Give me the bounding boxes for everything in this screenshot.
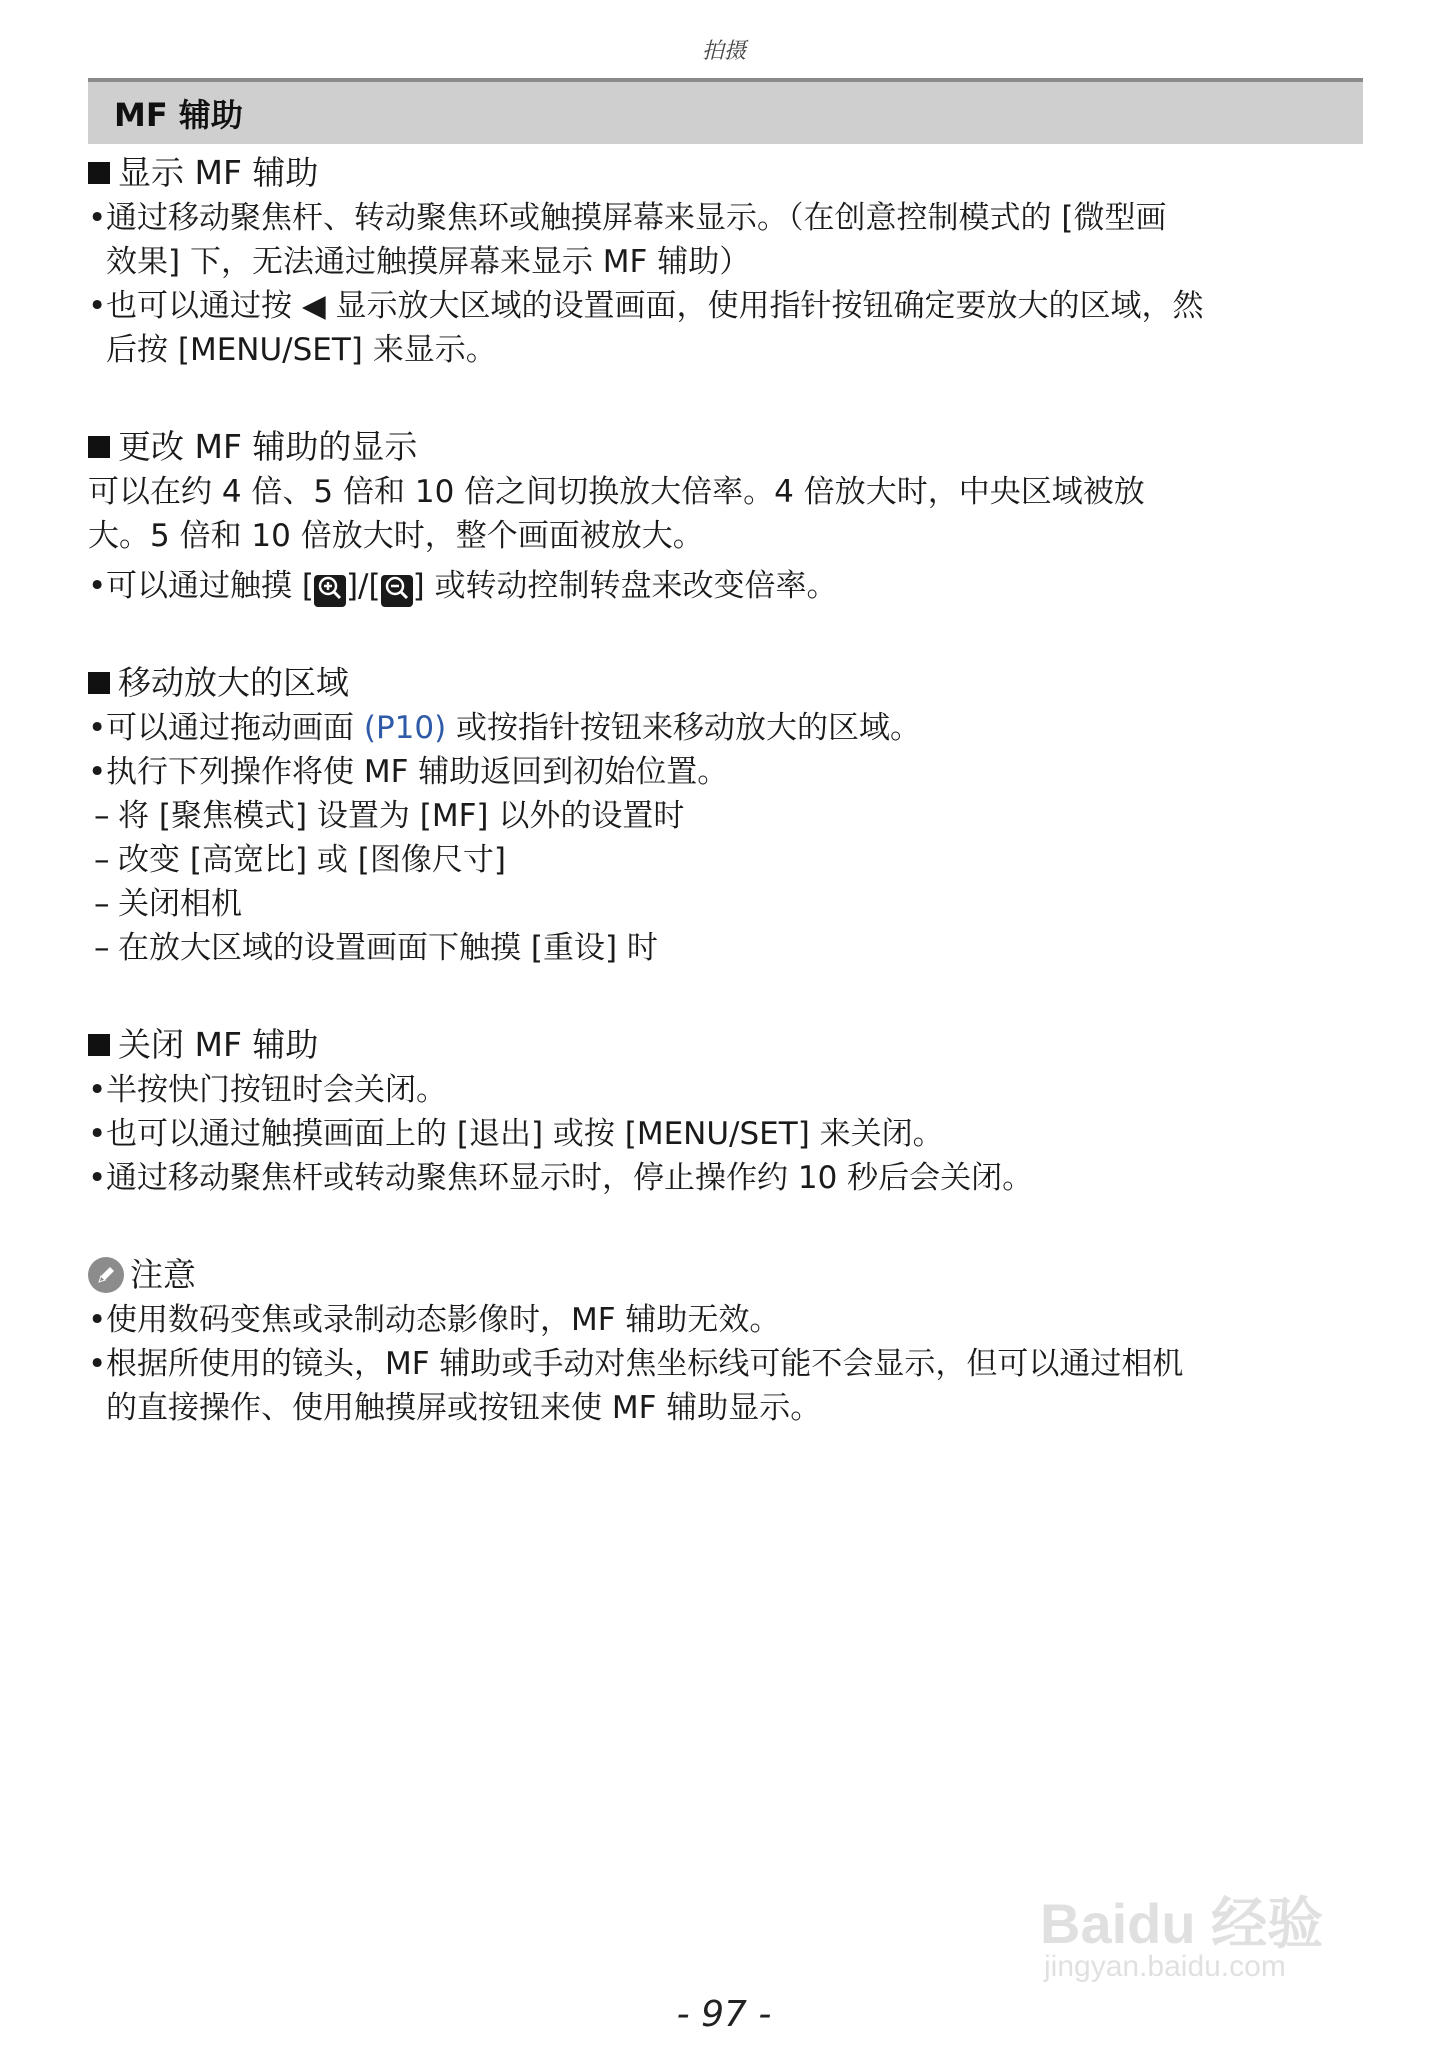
heading-text: 注意 bbox=[130, 1255, 196, 1294]
bullet-item: • 通过移动聚焦杆或转动聚焦环显示时，停止操作约 10 秒后会关闭。 bbox=[88, 1156, 1363, 1200]
dash-item: – 关闭相机 bbox=[88, 882, 1363, 926]
bullet-text: ]/[ bbox=[345, 568, 381, 604]
dash-item: – 在放大区域的设置画面下触摸 [重设] 时 bbox=[88, 926, 1363, 970]
bullet-text: 或按指针按钮来移动放大的区域。 bbox=[446, 710, 922, 746]
bullet-item bbox=[88, 706, 1363, 750]
paragraph bbox=[88, 470, 1363, 558]
section-heading-close bbox=[88, 1022, 1363, 1068]
bullet-text: ] 或转动控制转盘来改变倍率。 bbox=[412, 568, 838, 604]
zoom-out-icon bbox=[381, 575, 413, 607]
bullet-line: 根据所使用的镜头，MF 辅助或手动对焦坐标线可能不会显示，但可以通过相机 bbox=[106, 1346, 1184, 1382]
watermark-url: jingyan.baidu.com bbox=[1044, 1950, 1286, 1983]
banner-title: MF 辅助 bbox=[114, 96, 243, 134]
square-bullet-icon bbox=[88, 1034, 110, 1056]
watermark-logo: Baidu 经验 bbox=[1040, 1892, 1324, 1955]
bullet-item: • 使用数码变焦或录制动态影像时，MF 辅助无效。 bbox=[88, 1298, 1363, 1342]
bullet-item bbox=[88, 284, 1363, 372]
heading-text: 显示 MF 辅助 bbox=[118, 153, 319, 192]
bullet-line: 的直接操作、使用触摸屏或按钮来使 MF 辅助显示。 bbox=[106, 1390, 822, 1426]
bullet-line: 也可以通过按 ◀ 显示放大区域的设置画面，使用指针按钮确定要放大的区域，然 bbox=[106, 288, 1204, 324]
section-heading-move bbox=[88, 660, 1363, 706]
square-bullet-icon bbox=[88, 672, 110, 694]
bullet-item: • 也可以通过触摸画面上的 [退出] 或按 [MENU/SET] 来关闭。 bbox=[88, 1112, 1363, 1156]
heading-text: 移动放大的区域 bbox=[118, 663, 349, 702]
paragraph-line: 可以在约 4 倍、5 倍和 10 倍之间切换放大倍率。4 倍放大时，中央区域被放 bbox=[88, 474, 1145, 510]
bullet-line: 通过移动聚焦杆、转动聚焦环或触摸屏幕来显示。（在创意控制模式的 [微型画 bbox=[106, 200, 1167, 236]
square-bullet-icon bbox=[88, 436, 110, 458]
section-banner bbox=[88, 82, 1363, 144]
bullet-line: 后按 [MENU/SET] 来显示。 bbox=[106, 332, 497, 368]
pencil-note-icon bbox=[88, 1257, 124, 1293]
section-heading-show bbox=[88, 150, 1363, 196]
dash-item: – 将 [聚焦模式] 设置为 [MF] 以外的设置时 bbox=[88, 794, 1363, 838]
bullet-item bbox=[88, 750, 1363, 794]
square-bullet-icon bbox=[88, 162, 110, 184]
bullet-text: 可以通过拖动画面 bbox=[106, 710, 364, 746]
paragraph-line: 大。5 倍和 10 倍放大时，整个画面被放大。 bbox=[88, 518, 704, 554]
bullet-item bbox=[88, 1342, 1363, 1430]
bullet-line: 效果] 下，无法通过触摸屏幕来显示 MF 辅助） bbox=[106, 244, 751, 280]
heading-text: 更改 MF 辅助的显示 bbox=[118, 427, 418, 466]
bullet-item bbox=[88, 564, 1363, 608]
note-heading bbox=[88, 1252, 1363, 1298]
page-content bbox=[88, 150, 1363, 1430]
dash-item: – 改变 [高宽比] 或 [图像尺寸] bbox=[88, 838, 1363, 882]
heading-text: 关闭 MF 辅助 bbox=[118, 1025, 319, 1064]
baidu-watermark bbox=[1040, 1840, 1370, 1990]
bullet-item: • 半按快门按钮时会关闭。 bbox=[88, 1068, 1363, 1112]
zoom-in-icon bbox=[314, 575, 346, 607]
running-header: 拍摄 bbox=[701, 39, 746, 64]
page-reference-link[interactable]: (P10) bbox=[363, 710, 447, 746]
bullet-item bbox=[88, 196, 1363, 284]
section-heading-change bbox=[88, 424, 1363, 470]
page-number: - 97 - bbox=[676, 1994, 772, 2035]
bullet-text: 执行下列操作将使 MF 辅助返回到初始位置。 bbox=[106, 754, 729, 790]
bullet-text: 可以通过触摸 [ bbox=[106, 568, 314, 604]
